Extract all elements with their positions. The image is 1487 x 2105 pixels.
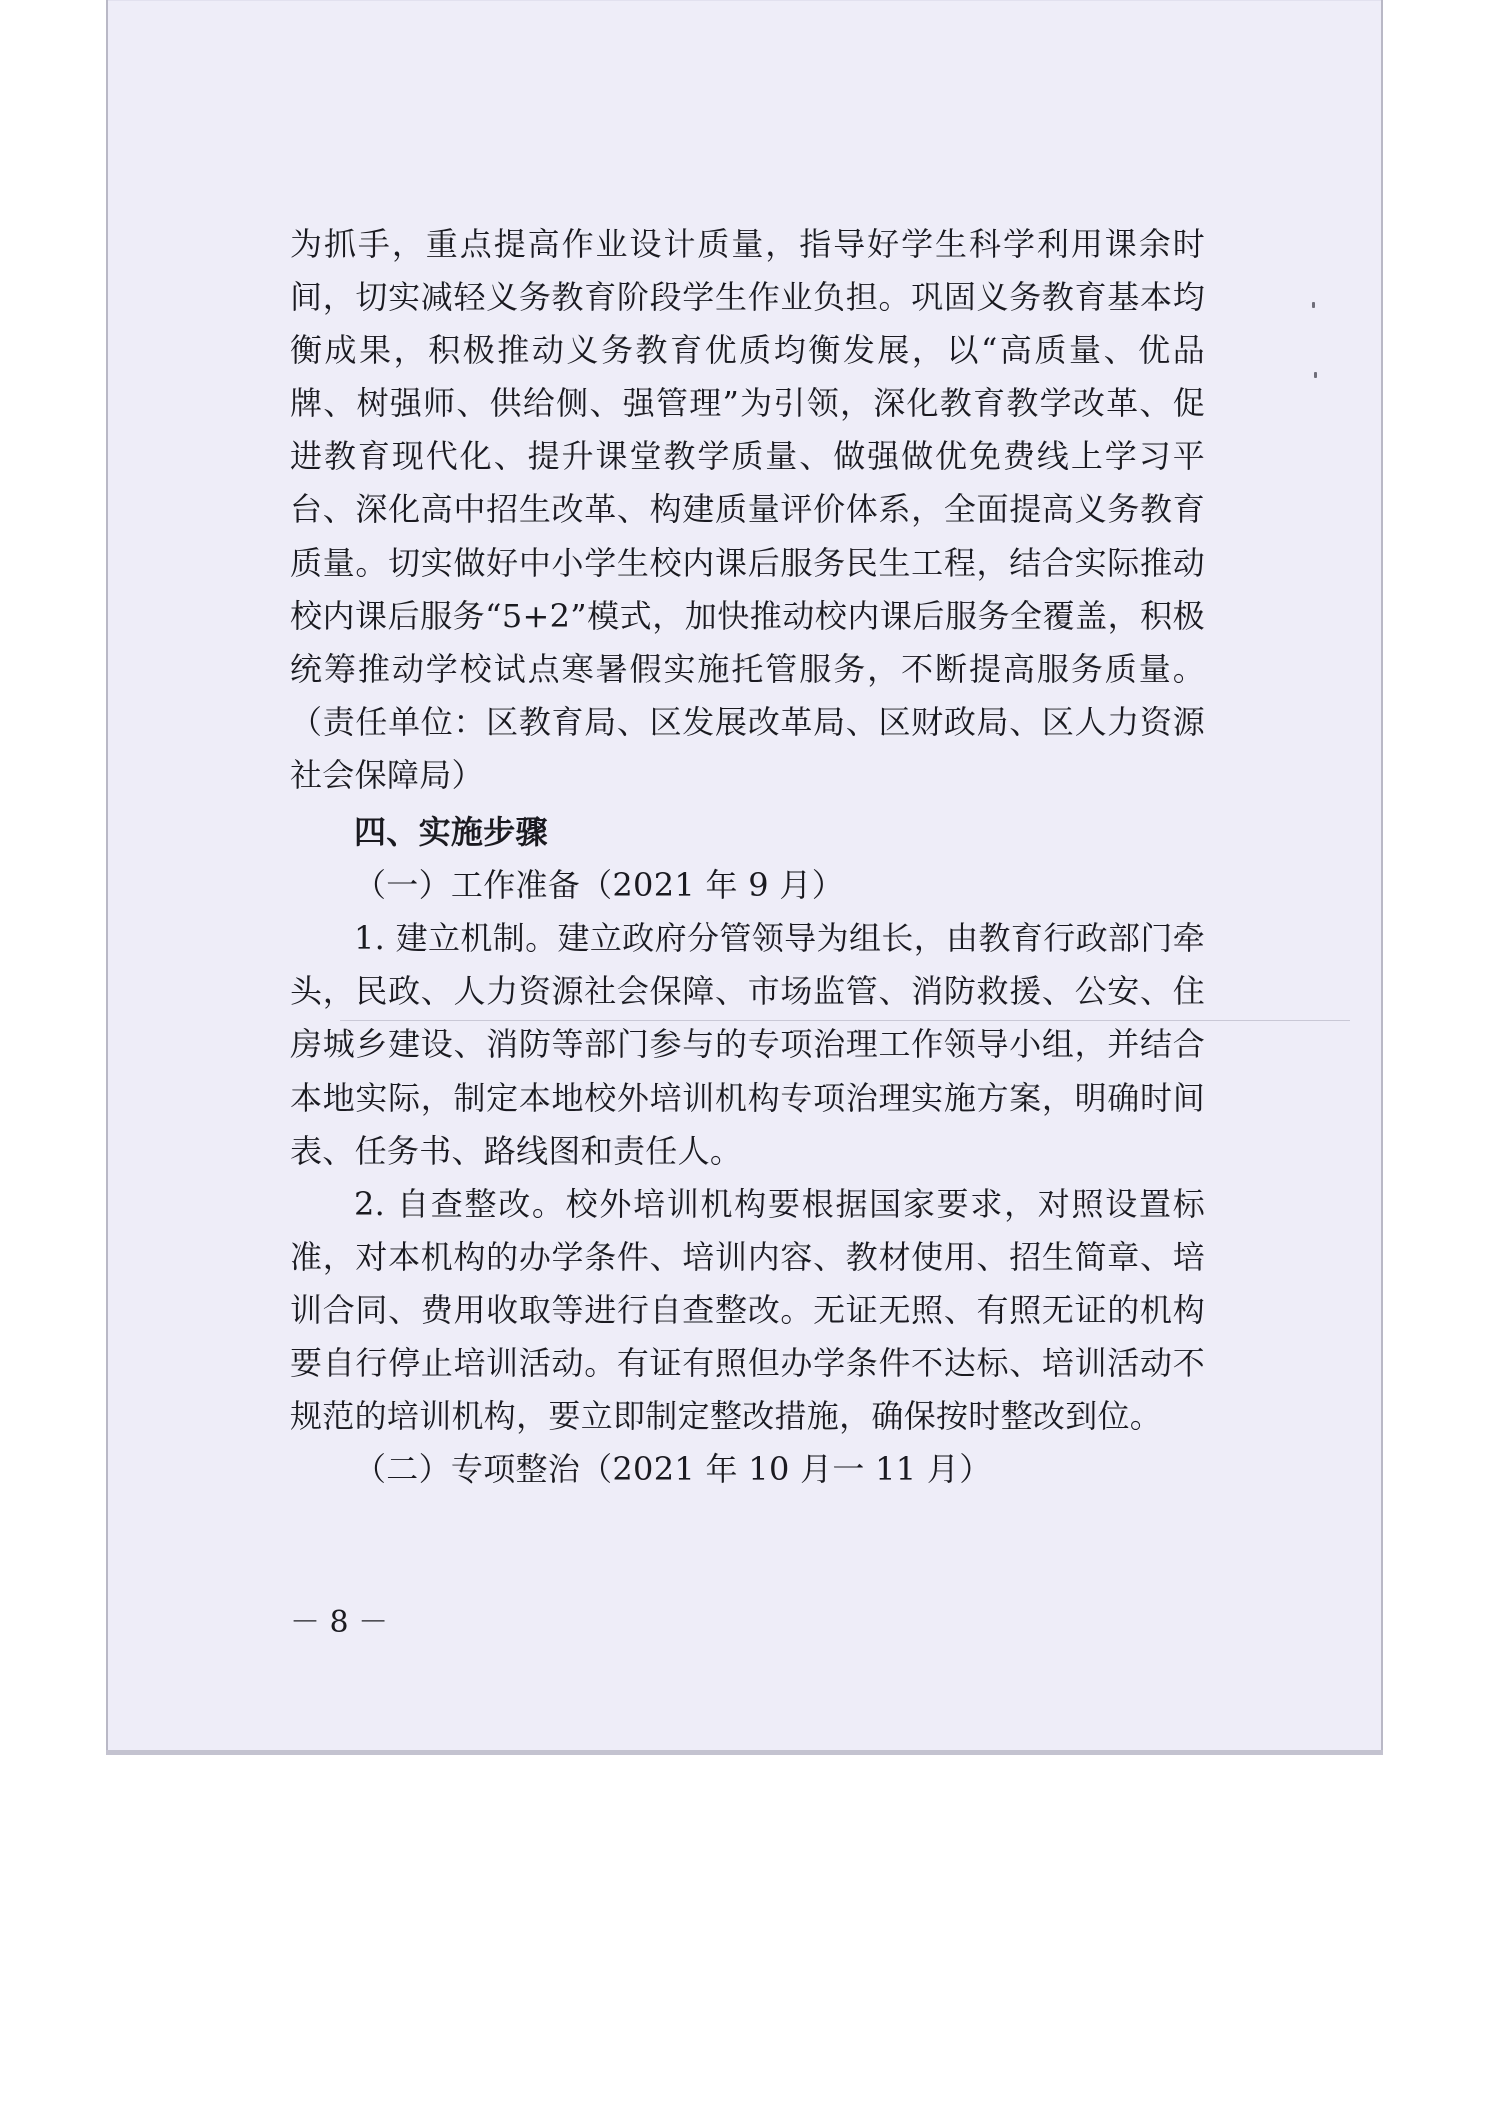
page-edge-right <box>1381 0 1383 1755</box>
document-body <box>290 218 1205 1496</box>
paragraph-item-1: 1. 建立机制。建立政府分管领导为组长，由教育行政部门牵头，民政、人力资源社会保障、市场监管、消防救援、公安、住房城乡建设、消防等部门参与的专项治理工作领导小组，并结合本地实际，制定本地校外培训机构专项治理实施方案，明确时间表、任务书、路线图和责任人。 <box>290 919 1205 1170</box>
page-edge-left <box>106 0 108 1755</box>
paragraph-item-2: 2. 自查整改。校外培训机构要根据国家要求，对照设置标准，对本机构的办学条件、培训内容、教材使用、招生简章、培训合同、费用收取等进行自查整改。无证无照、有照无证的机构要自行停止培训活动。有证有照但办学条件不达标、培训活动不规范的培训机构，要立即制定整改措施，确保按时整改到位。 <box>290 1184 1205 1436</box>
subsection-heading: （一）工作准备（2021 年 9 月） <box>354 866 845 905</box>
scan-speck <box>1314 372 1317 378</box>
paragraph-continuation: 为抓手，重点提高作业设计质量，指导好学生科学利用课余时间，切实减轻义务教育阶段学生作业负担。巩固义务教育基本均衡成果，积极推动义务教育优质均衡发展，以“高质量、优品牌、树强师、供给侧、强管理”为引领，深化教育教学改革、促进教育现代化、提升课堂教学质量、做强做优免费线上学习平台、深化高中招生改革、构建质量评价体系，全面提高义务教育质量。切实做好中小学生校内课后服务民生工程，结合实际推动校内课后服务“5+2”模式，加快推动校内课后服务全覆盖，积极统筹推动学校试点寒暑假实施托管服务，不断提高服务质量。（责任单位：区教育局、区发展改革局、区财政局、区人力资源社会保障局） <box>290 225 1205 794</box>
scan-speck <box>1312 302 1315 308</box>
page-number: － 8 － <box>290 1605 389 1640</box>
section-heading: 四、实施步骤 <box>354 813 548 852</box>
page-edge-bottom <box>106 1750 1383 1755</box>
subsection-heading: （二）专项整治（2021 年 10 月一 11 月） <box>354 1450 992 1489</box>
